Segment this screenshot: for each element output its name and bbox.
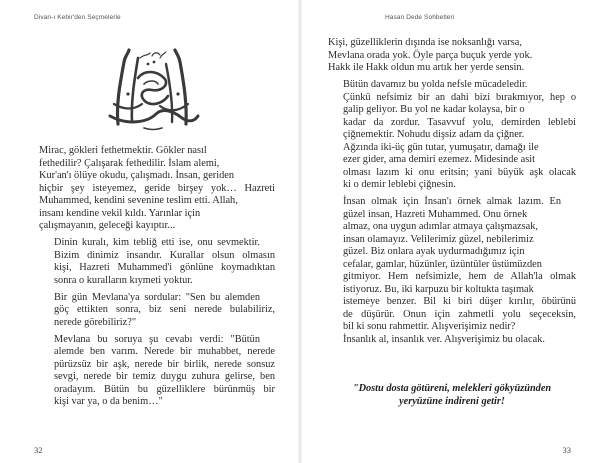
text-line: ezer gider, ama demiri ezemez. Midesinde asit: [343, 154, 536, 165]
text-line: sevgi, nerede bir temiz duygu zuhura gelirse, ben: [54, 371, 275, 382]
text-line: insan olamayız. Velilerimiz güzel, nebilerimiz: [343, 233, 534, 245]
paragraph: [39, 237, 275, 287]
text-line: Çünkü nefsimiz bir an dahi bizi bırakmıyor, hep o: [343, 91, 576, 103]
right-page: [300, 0, 600, 463]
text-line: Dinin kuralı, kim tebliğ etti ise, onu sevmektir.: [54, 237, 260, 248]
text-line: bil ki sonu rahmettir. Alışverişimiz nedir?: [343, 321, 516, 332]
text-line: istiyoruz. Bu, iki karpuzu bir koltukta taşımak: [343, 283, 534, 295]
text-line: Bizim dinimiz insandır. Kurallar olsun olmasın: [54, 249, 275, 261]
left-page-number: 32: [34, 445, 43, 455]
paragraph: [328, 37, 576, 75]
text-line: kişi var ya, o da benim…": [54, 396, 163, 407]
text-line: güzel insan, Hazreti Muhammed. Onu örnek: [343, 208, 528, 220]
text-line: Bir gün Mevlana'ya sordular: "Sen bu alemden: [54, 291, 260, 303]
text-line: İnsanlık al, insanlık ver. Alışverişimiz bu olacak.: [343, 333, 545, 345]
text-line: galip geliyor. Bu yol ne kadar kolaysa, bir o: [343, 104, 525, 115]
text-line: Mevlana orada yok. Öyle parça buçuk yerde yok.: [328, 49, 533, 61]
calligraphy-emblem: [98, 44, 208, 132]
pull-quote: [328, 382, 576, 408]
text-line: göç ettikten sonra, biz seni nerede bulabiliriz,: [54, 304, 275, 315]
text-line: istemeye benzer. Bil ki biri düşer kırılır, öbürünü: [343, 296, 576, 307]
text-line: Muhammed, kendini sevenine teslim etti. Allah,: [39, 195, 238, 206]
text-line: Ağzında iki-üç gün tutar, yumuşatır, damağı ile: [343, 141, 539, 153]
right-page-number: 33: [562, 445, 571, 455]
text-line: güzel. Biz onlara ayak uydurmadığımız için: [343, 246, 525, 257]
paragraph: [328, 79, 576, 192]
text-line: Kişi, güzelliklerin dışında ise noksanlığı varsa,: [328, 37, 522, 48]
text-line: insanı kendine vekil kıldı. Yarınlar için: [39, 207, 201, 219]
quote-line: yeryüzüne indireni getir!: [399, 396, 505, 407]
left-page-body: [39, 145, 275, 413]
text-line: nerede görebiliriz?": [54, 316, 137, 328]
text-line: çalışmayanın, geleceği kayıptır...: [39, 220, 176, 231]
text-line: fethedilir? Çalışarak fethedilir. İslam alemi,: [39, 157, 220, 169]
paragraph: [328, 196, 576, 346]
book-gutter: [298, 0, 302, 463]
text-line: alemde ben varım. Nerede bir muhabbet, nerede: [54, 346, 275, 357]
text-line: cefalar, gamlar, hüzünler, üzüntüler üstümüzden: [343, 258, 542, 270]
quote-line: "Dostu dosta götüreni, melekleri gökyüzünden: [352, 383, 552, 394]
text-line: sonra o kuralların kıymeti yoktur.: [54, 274, 193, 286]
text-line: hiçbir şey isteyemez, geride birşey yok… Hazreti: [39, 182, 275, 194]
text-line: Mirac, gökleri fethetmektir. Gökler nasıl: [39, 145, 207, 156]
right-page-body: [328, 37, 576, 351]
text-line: oradayım. Bütün bu güzelliklere bürünmüş bir: [54, 383, 275, 395]
text-line: kadar da zordur. Tasavvuf yolu, demirden leblebi: [343, 116, 576, 128]
paragraph: [39, 334, 275, 409]
left-running-head: Divan-ı Kebir'den Seçmelerle: [34, 14, 121, 21]
text-line: pürüzsüz bir aşk, nerede bir birlik, nerede sonsuz: [54, 358, 275, 370]
text-line: İnsan olmak için İnsan'ı örnek almak lazım. En: [343, 196, 561, 207]
text-line: de düşürür. Onun için zahmetli yolu seçeceksin,: [343, 308, 576, 320]
paragraph: [39, 145, 275, 233]
text-line: Mevlana bu soruya şu cevabı verdi: "Bütün: [54, 333, 260, 345]
text-line: almaz, ona uygun adımlar atmaya çalışmazsak,: [343, 221, 539, 232]
text-line: Hakk ile Hakk oldun mu artık her yerde sensin.: [328, 62, 525, 73]
text-line: kişi, Hazreti Muhammed'i gönlüne koymadıktan: [54, 262, 275, 273]
text-line: olması lazım ki onu eritsin; yani büyük aşk olacak: [343, 166, 576, 178]
right-running-head: Hasan Dede Sohbetleri: [385, 14, 455, 21]
text-line: Bütün davamız bu yolda nefsle mücadeledir.: [343, 79, 528, 90]
text-line: Kur'an'ı ölüye okudu, çalışmadı. İnsan, geriden: [39, 170, 235, 181]
text-line: çiğnemektir. Nohudu dişsiz adam da çiğner.: [343, 129, 525, 140]
text-line: ki o demir leblebi çiğnesin.: [343, 179, 456, 190]
text-line: gitmiyor. Hem nefsimizle, hem de Allah'la olmak: [343, 271, 576, 282]
paragraph: [39, 292, 275, 330]
